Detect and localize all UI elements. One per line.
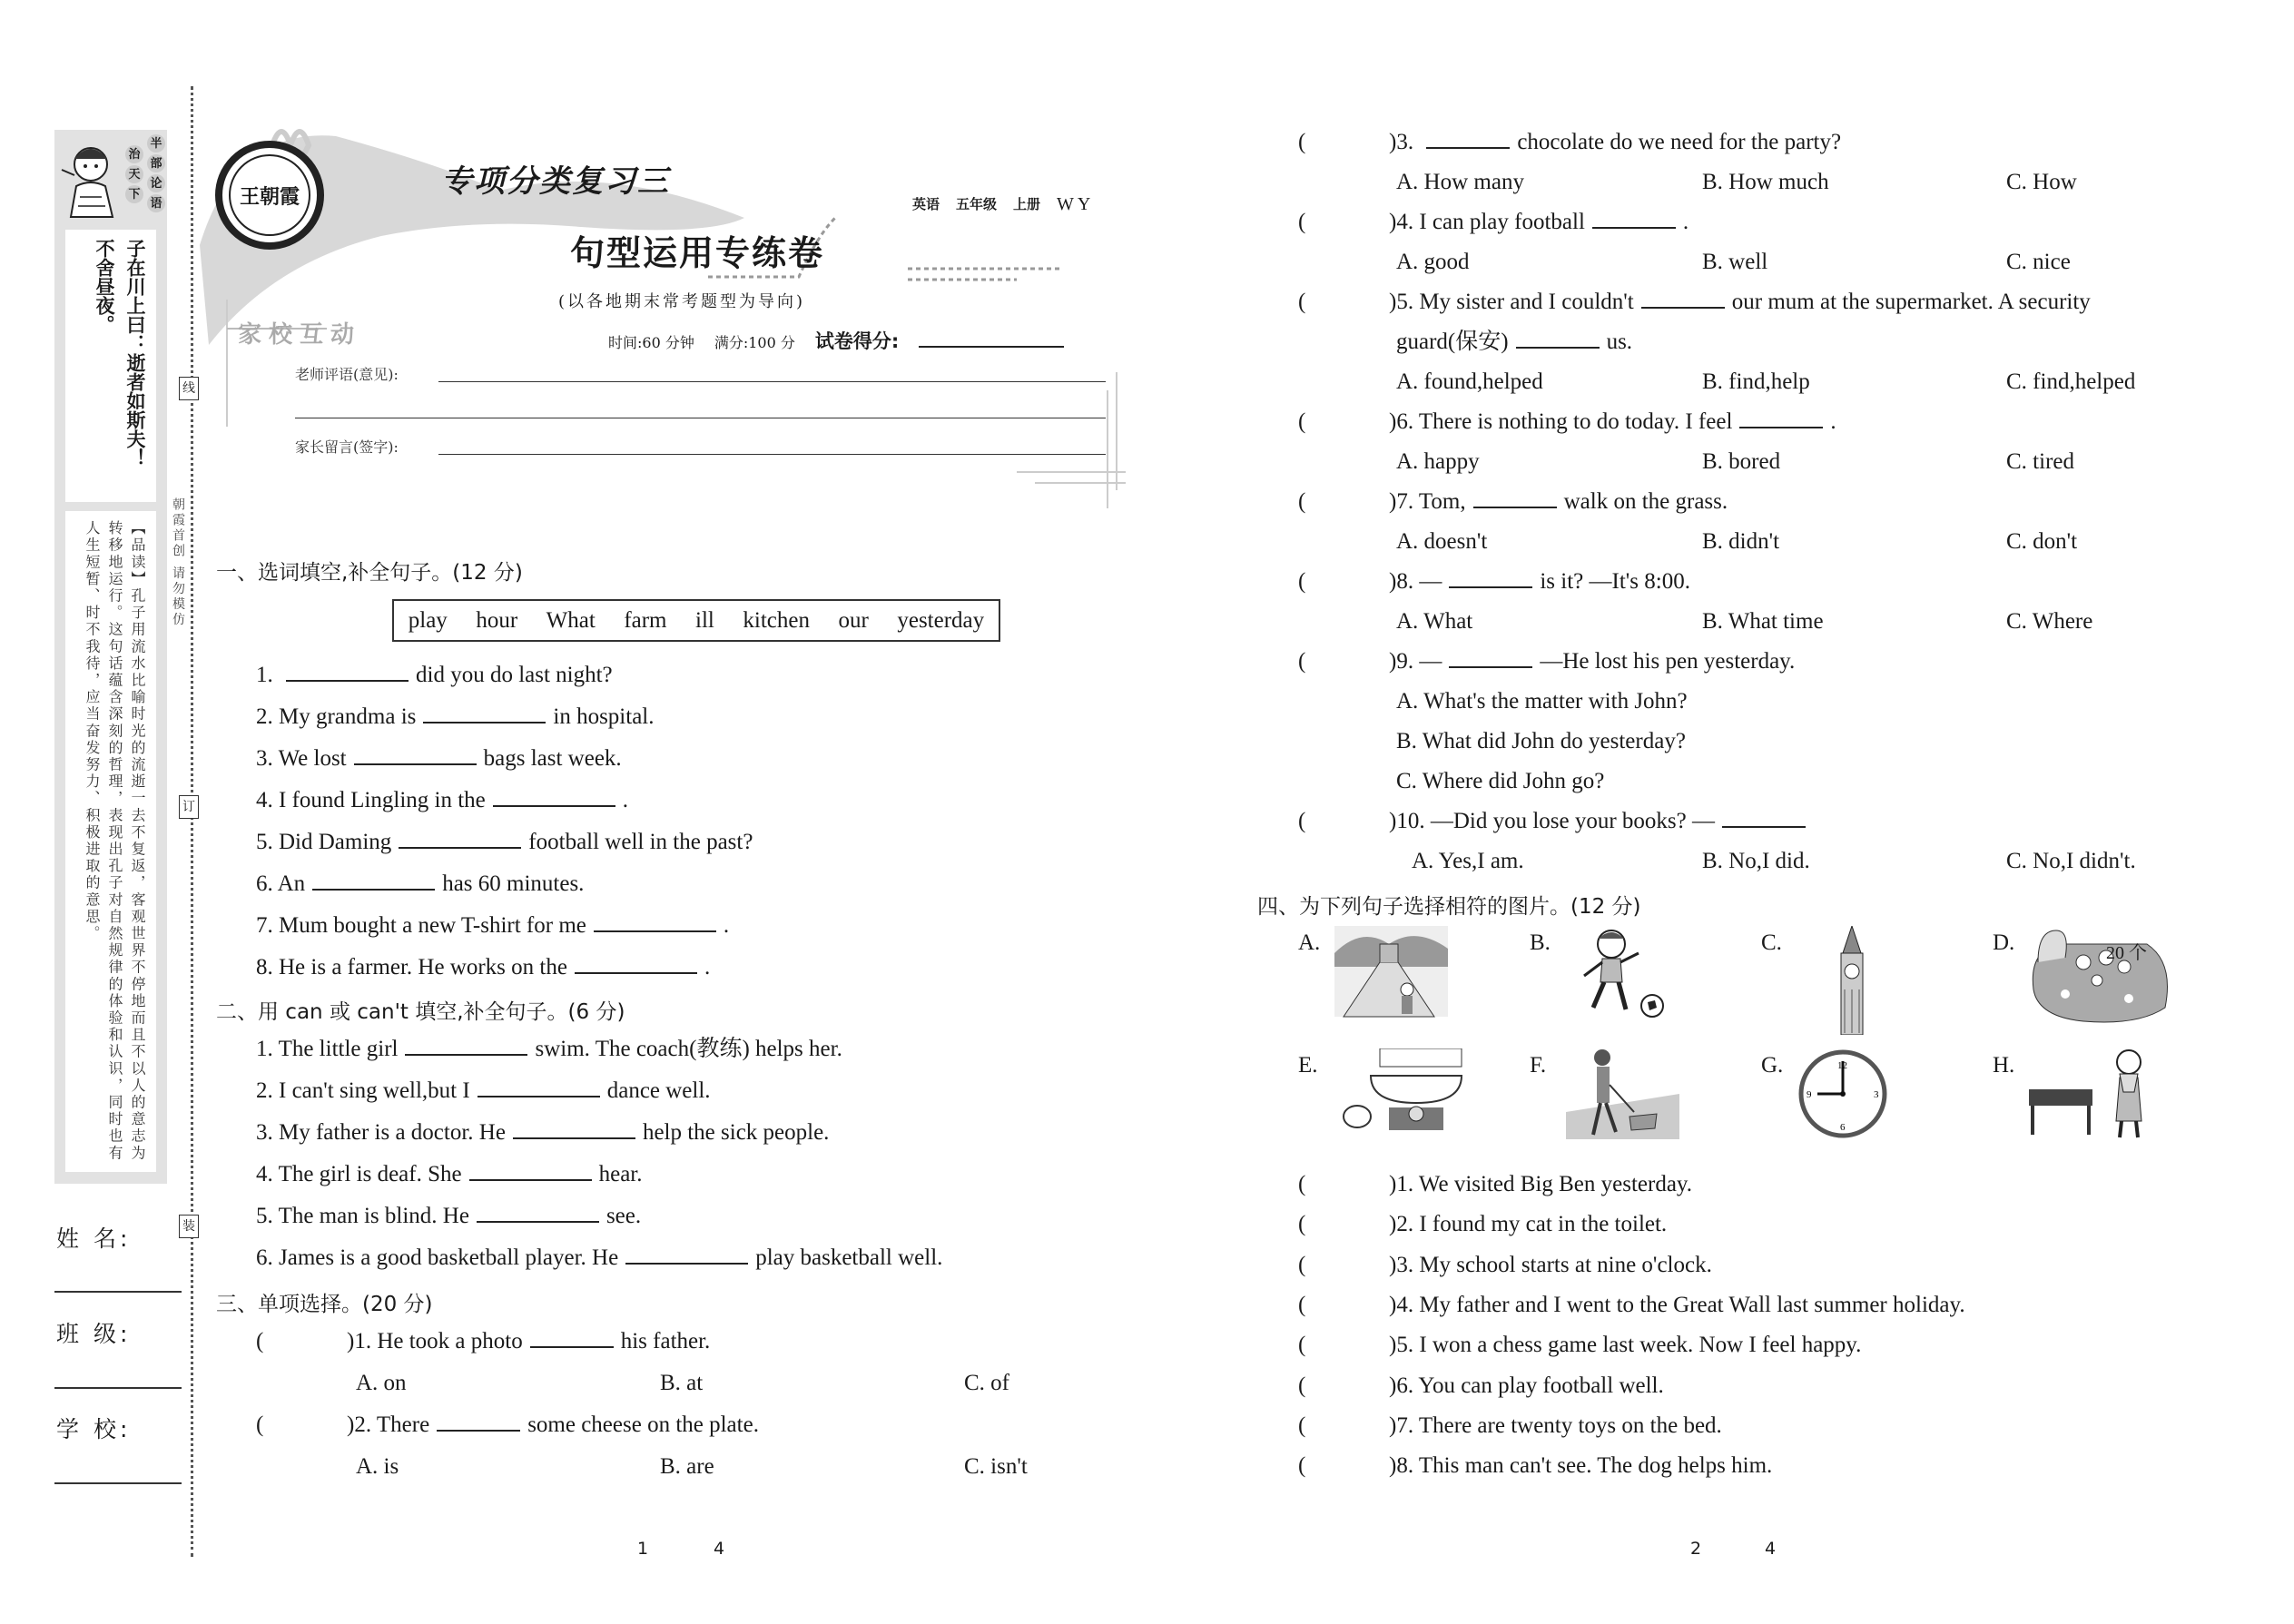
picture-label: A. (1298, 930, 1321, 955)
answer-bracket[interactable]: ( (1298, 1412, 1306, 1438)
answer-blank[interactable] (1641, 289, 1725, 309)
answer-option: C. Where did John go? (1396, 769, 1605, 793)
picture-label: C. (1761, 930, 1782, 955)
answer-option: B. well (1702, 250, 1768, 274)
poem-box (65, 230, 156, 502)
tag-edition: WY (1057, 194, 1095, 214)
page-title: 句型运用专练卷 (570, 232, 825, 273)
section4-title: 四、为下列句子选择相符的图片。(12 分) (1257, 895, 1641, 919)
word-bank (392, 599, 1000, 642)
cut-mark: 订 (179, 795, 199, 819)
question-text: did you do last night? (416, 663, 613, 687)
word-bank-item: our (838, 607, 869, 633)
question-text: — (1419, 649, 1442, 674)
question-number: )7. (1389, 1412, 1414, 1438)
motto-char: 治 (125, 145, 143, 163)
answer-option: A. What's the matter with John? (1396, 689, 1688, 714)
full-score: 满分:100 分 (714, 334, 795, 351)
question-number: 1. (256, 663, 273, 687)
class-field[interactable] (54, 1387, 182, 1389)
question-number: 7. (256, 913, 273, 938)
question-text: I found Lingling in the (279, 788, 486, 812)
school-field[interactable] (54, 1482, 182, 1484)
motto-char: 下 (125, 185, 143, 203)
score-label: 试卷得分: (814, 330, 900, 352)
brand-logo (215, 141, 324, 250)
question-text: My school starts at nine o'clock. (1419, 1252, 1712, 1277)
binding-cut-line (191, 86, 193, 1557)
question-row (256, 1078, 711, 1105)
answer-blank[interactable] (1739, 408, 1823, 428)
question-number: )5. (1389, 1333, 1414, 1358)
question-number: )2. (347, 1412, 372, 1437)
question-text: My grandma is (279, 704, 417, 729)
match-row (1298, 1252, 1712, 1279)
question-text: We lost (278, 746, 347, 771)
picture-label: D. (1993, 930, 2015, 955)
question-text: I can't sing well,but I (279, 1078, 470, 1103)
question-text: — (1419, 569, 1442, 594)
word-bank-item: yesterday (897, 607, 985, 633)
answer-bracket[interactable]: ( (1298, 1212, 1306, 1237)
question-text: has 60 minutes. (442, 871, 585, 896)
match-row (1298, 1452, 1772, 1480)
question-row (256, 704, 654, 731)
answer-option: C. of (964, 1371, 1009, 1395)
match-row (1298, 1292, 1965, 1319)
answer-blank[interactable] (423, 704, 546, 723)
parent-note-label: 家长留言(签字): (295, 438, 399, 456)
page-number: 1 (637, 1539, 649, 1559)
answer-bracket[interactable]: ( (1298, 649, 1306, 674)
answer-blank[interactable] (469, 1161, 592, 1181)
picture-label: G. (1761, 1053, 1784, 1078)
question-text: football well in the past? (528, 830, 753, 854)
question-row (256, 954, 710, 981)
answer-option: C. find,helped (2006, 369, 2136, 394)
question-row (256, 1119, 829, 1147)
answer-option: A. on (356, 1371, 407, 1395)
exam-info (608, 327, 1064, 354)
answer-blank[interactable] (354, 745, 477, 765)
question-text: The man is blind. He (278, 1204, 469, 1228)
toys-on-bed-icon (2029, 926, 2174, 1039)
question-text: —Did you lose your books? — (1430, 809, 1715, 833)
question-row (256, 1036, 842, 1063)
class-label: 班 级: (56, 1321, 132, 1347)
question-row (256, 1328, 710, 1355)
answer-blank[interactable] (1722, 808, 1806, 828)
answer-blank[interactable] (1516, 329, 1600, 349)
question-row (256, 871, 584, 898)
answer-blank[interactable] (1592, 209, 1676, 229)
question-text: My father is a doctor. He (279, 1120, 506, 1145)
question-number: 4. (256, 788, 273, 812)
question-row (256, 662, 613, 689)
answer-blank[interactable] (493, 787, 615, 807)
word-bank-item: play (408, 607, 448, 633)
word-bank-item: kitchen (743, 607, 810, 633)
answer-option: C. No,I didn't. (2006, 849, 2136, 873)
svg-text:9: 9 (1807, 1089, 1812, 1100)
question-number: 3. (256, 1120, 273, 1145)
boy-football-icon (1566, 926, 1711, 1039)
svg-text:12: 12 (1837, 1060, 1847, 1071)
answer-option: B. How much (1702, 170, 1829, 194)
answer-option: A. What (1396, 609, 1473, 634)
question-text: I can play football (1419, 210, 1585, 234)
teacher-comment-label: 老师评语(意见): (295, 366, 399, 383)
parent-note-field[interactable] (438, 454, 1106, 455)
answer-blank[interactable] (437, 1412, 520, 1432)
question-text: You can play football well. (1418, 1373, 1664, 1398)
answer-option: A. happy (1396, 449, 1480, 474)
motto-char: 语 (147, 194, 165, 212)
answer-blank[interactable] (1473, 488, 1557, 508)
question-text: in hospital. (553, 704, 655, 729)
page-number: 2 (1690, 1539, 1702, 1559)
answer-bracket[interactable]: ( (1298, 130, 1306, 154)
question-text: bags last week. (483, 746, 622, 771)
question-number: )8. (1389, 569, 1414, 594)
question-number: )7. (1389, 489, 1414, 514)
section3-title: 三、单项选择。(20 分) (216, 1293, 433, 1316)
poem-line: 子在川上曰：逝者如斯夫！ (124, 239, 146, 468)
page-total: 4 (714, 1539, 725, 1559)
answer-option: B. at (660, 1371, 704, 1395)
question-number: 6. (256, 1245, 273, 1270)
answer-bracket[interactable]: ( (1298, 1292, 1306, 1317)
answer-bracket[interactable]: ( (1298, 1333, 1306, 1358)
answer-bracket[interactable]: ( (1298, 1453, 1306, 1479)
answer-blank[interactable] (399, 829, 521, 849)
great-wall-icon (1334, 926, 1480, 1039)
match-row (1298, 1211, 1667, 1238)
question-continuation (1396, 329, 1632, 356)
answer-blank[interactable] (1449, 648, 1532, 668)
answer-blank[interactable] (594, 912, 716, 932)
question-text: guard(保安) (1396, 330, 1509, 354)
answer-option: C. nice (2006, 250, 2071, 274)
answer-blank[interactable] (478, 1078, 600, 1097)
answer-option: C. How (2006, 170, 2077, 194)
answer-bracket[interactable]: ( (1298, 1373, 1306, 1398)
question-number: )6. (1389, 1373, 1414, 1398)
name-field[interactable] (54, 1291, 182, 1293)
picture-label: F. (1530, 1053, 1547, 1078)
question-row (1298, 289, 2091, 316)
question-number: 2. (256, 704, 273, 729)
question-text: My sister and I couldn't (1419, 290, 1634, 314)
answer-blank[interactable] (1426, 129, 1510, 149)
series-title: 专项分类复习三 (441, 163, 670, 200)
clock-nine-icon (1797, 1048, 1943, 1162)
match-row (1298, 1332, 1861, 1359)
word-bank-item: farm (624, 607, 667, 633)
question-row (1298, 808, 1813, 835)
match-row (1298, 1171, 1692, 1198)
question-row (1298, 209, 1689, 236)
answer-option: B. didn't (1702, 529, 1780, 554)
question-row (256, 787, 628, 814)
question-text: some cheese on the plate. (527, 1412, 759, 1437)
question-text: . (622, 788, 628, 812)
question-text: chocolate do we need for the party? (1517, 130, 1842, 154)
question-number: )3. (1389, 130, 1414, 154)
question-number: )6. (1389, 409, 1414, 434)
question-row (256, 829, 753, 856)
answer-option: A. doesn't (1396, 529, 1488, 554)
picture-label: B. (1530, 930, 1551, 955)
question-text: He is a farmer. He works on the (279, 955, 567, 979)
answer-option: C. tired (2006, 449, 2074, 474)
question-text: My father and I went to the Great Wall last summer holiday. (1419, 1292, 1965, 1317)
question-row (256, 745, 622, 773)
question-text: Did Daming (279, 830, 392, 854)
answer-blank[interactable] (1449, 568, 1532, 588)
question-row (1298, 408, 1836, 436)
question-text: help the sick people. (642, 1120, 830, 1145)
picture-label: E. (1298, 1053, 1318, 1078)
word-bank-item: What (546, 607, 596, 633)
subject-tags (912, 194, 1094, 215)
question-text: see. (605, 1204, 642, 1228)
question-text: He took a photo (377, 1329, 523, 1353)
question-row (1298, 488, 1728, 516)
question-number: )5. (1389, 290, 1414, 314)
question-text: us. (1606, 330, 1633, 354)
home-school-label: 家校互动 (238, 321, 362, 349)
question-number: )3. (1389, 1252, 1414, 1277)
picture-label: H. (1993, 1053, 2015, 1078)
motto-char: 天 (125, 165, 143, 183)
confucius-cartoon-icon (58, 133, 118, 224)
question-text: I found my cat in the toilet. (1419, 1212, 1668, 1237)
big-ben-icon (1816, 926, 1961, 1039)
answer-option: A. good (1396, 250, 1470, 274)
answer-option: A. How many (1396, 170, 1524, 194)
question-number: )10. (1389, 809, 1425, 833)
answer-blank[interactable] (312, 871, 435, 891)
question-number: )1. (347, 1329, 372, 1353)
question-number: 8. (256, 955, 273, 979)
question-row (256, 1203, 641, 1230)
sidebar-panel (54, 130, 167, 1184)
question-text: There are twenty toys on the bed. (1418, 1412, 1722, 1438)
question-text: There (376, 1412, 430, 1437)
time-limit: 时间:60 分钟 (608, 334, 694, 351)
question-text: . (704, 955, 711, 979)
question-text: Mum bought a new T-shirt for me (279, 913, 586, 938)
question-text: swim. The coach(教练) helps her. (535, 1037, 842, 1061)
copyright-notice: 朝霞首创 请勿模仿 (171, 497, 185, 628)
question-text: The girl is deaf. She (278, 1162, 462, 1186)
motto-char: 半 (147, 134, 165, 153)
answer-blank[interactable] (405, 1036, 527, 1056)
question-row (1298, 129, 1841, 156)
question-row (256, 1412, 759, 1439)
question-text: An (277, 871, 306, 896)
answer-option: C. isn't (964, 1454, 1028, 1479)
page-subtitle: (以各地期末常考题型为导向) (558, 292, 806, 311)
tag-grade: 五年级 (956, 196, 998, 212)
girl-chess-trophy-icon (2029, 1048, 2174, 1162)
answer-blank[interactable] (477, 1203, 599, 1223)
answer-blank[interactable] (286, 662, 409, 682)
answer-bracket[interactable]: ( (1298, 1252, 1306, 1277)
answer-option: B. No,I did. (1702, 849, 1810, 873)
section2-title: 二、用 can 或 can't 填空,补全句子。(6 分) (216, 1000, 625, 1024)
school-label: 学 校: (56, 1416, 132, 1442)
answer-option: C. don't (2006, 529, 2078, 554)
answer-option: B. What did John do yesterday? (1396, 729, 1686, 753)
motto-char: 论 (147, 174, 165, 192)
question-number: 2. (256, 1078, 273, 1103)
svg-text:6: 6 (1840, 1122, 1846, 1133)
name-label: 姓 名: (56, 1225, 132, 1252)
match-row (1298, 1373, 1664, 1400)
question-text: walk on the grass. (1563, 489, 1728, 514)
answer-bracket[interactable]: ( (1298, 809, 1306, 833)
question-number: 4. (256, 1162, 273, 1186)
question-row (256, 1161, 642, 1188)
answer-bracket[interactable]: ( (256, 1412, 264, 1437)
poem-line: 不舍昼夜。 (94, 239, 115, 334)
question-text: We visited Big Ben yesterday. (1418, 1172, 1693, 1196)
question-number: )9. (1389, 649, 1414, 674)
question-text: play basketball well. (755, 1245, 943, 1270)
answer-bracket[interactable]: ( (1298, 1172, 1306, 1196)
motto-char: 部 (147, 154, 165, 172)
answer-blank[interactable] (625, 1245, 748, 1265)
motto-badges (120, 133, 165, 213)
question-text: . (1682, 210, 1689, 234)
answer-option: A. is (356, 1454, 399, 1479)
answer-bracket[interactable]: ( (1298, 569, 1306, 594)
answer-bracket[interactable]: ( (1298, 210, 1306, 234)
question-text: dance well. (606, 1078, 711, 1103)
answer-blank[interactable] (513, 1119, 635, 1139)
answer-bracket[interactable]: ( (1298, 409, 1306, 434)
picture-note: 20 个 (2106, 943, 2147, 963)
score-field[interactable] (919, 346, 1064, 348)
answer-bracket[interactable]: ( (256, 1329, 264, 1353)
logo-text: 王朝霞 (229, 154, 310, 236)
tag-subject: 英语 (912, 196, 940, 212)
question-text: . (1830, 409, 1836, 434)
question-text: This man can't see. The dog helps him. (1418, 1453, 1773, 1479)
question-number: 3. (256, 746, 273, 771)
answer-option: B. are (660, 1454, 714, 1479)
word-bank-item: hour (476, 607, 518, 633)
question-text: hear. (598, 1162, 643, 1186)
cut-mark: 装 (179, 1215, 199, 1238)
section1-title: 一、选词填空,补全句子。(12 分) (216, 561, 523, 585)
question-number: 1. (256, 1037, 273, 1061)
question-number: 5. (256, 1204, 273, 1228)
answer-bracket[interactable]: ( (1298, 489, 1306, 514)
question-text: —He lost his pen yesterday. (1540, 649, 1796, 674)
answer-option: A. Yes,I am. (1412, 849, 1524, 873)
answer-bracket[interactable]: ( (1298, 290, 1306, 314)
answer-option: B. find,help (1702, 369, 1810, 394)
toilet-cat-icon (1334, 1048, 1480, 1162)
question-row (1298, 568, 1690, 595)
question-number: )4. (1389, 210, 1414, 234)
answer-blank[interactable] (575, 954, 697, 974)
question-text: his father. (620, 1329, 711, 1353)
question-number: )1. (1389, 1172, 1414, 1196)
question-text: I won a chess game last week. Now I feel happy. (1419, 1333, 1862, 1358)
svg-text:3: 3 (1874, 1089, 1879, 1100)
question-text: The little girl (278, 1037, 399, 1061)
question-text: our mum at the supermarket. A security (1731, 290, 2091, 314)
answer-option: A. found,helped (1396, 369, 1543, 394)
tag-volume: 上册 (1013, 196, 1041, 212)
teacher-comment-field[interactable] (438, 381, 1106, 382)
question-number: )8. (1389, 1453, 1414, 1479)
question-text: Tom, (1418, 489, 1466, 514)
question-row (1298, 648, 1795, 675)
question-number: 5. (256, 830, 273, 854)
cut-mark: 线 (179, 377, 199, 400)
match-row (1298, 1412, 1722, 1440)
question-number: 6. (256, 871, 273, 896)
question-text: . (723, 913, 730, 938)
answer-blank[interactable] (530, 1328, 614, 1348)
answer-option: B. What time (1702, 609, 1824, 634)
question-number: )4. (1389, 1292, 1414, 1317)
question-text: There is nothing to do today. I feel (1418, 409, 1733, 434)
question-text: James is a good basketball player. He (279, 1245, 619, 1270)
answer-option: B. bored (1702, 449, 1781, 474)
word-bank-item: ill (695, 607, 714, 633)
page-total: 4 (1765, 1539, 1777, 1559)
reading-commentary: 【品读】孔子用流水比喻时光的流逝一去不复返，客观世界不停地而且不以人的意志为转移地运行。这句话蕴含深刻的哲理，表现出孔子对自然规律的体验和认识，同时也有人生短暂、时不我待，应当奋发努力、积极进取的意思。 (65, 511, 156, 1172)
answer-option: C. Where (2006, 609, 2093, 634)
question-row (256, 912, 729, 940)
blind-man-dog-icon (1566, 1048, 1711, 1162)
question-row (256, 1245, 942, 1272)
question-text: is it? —It's 8:00. (1540, 569, 1690, 594)
question-number: )2. (1389, 1212, 1414, 1237)
